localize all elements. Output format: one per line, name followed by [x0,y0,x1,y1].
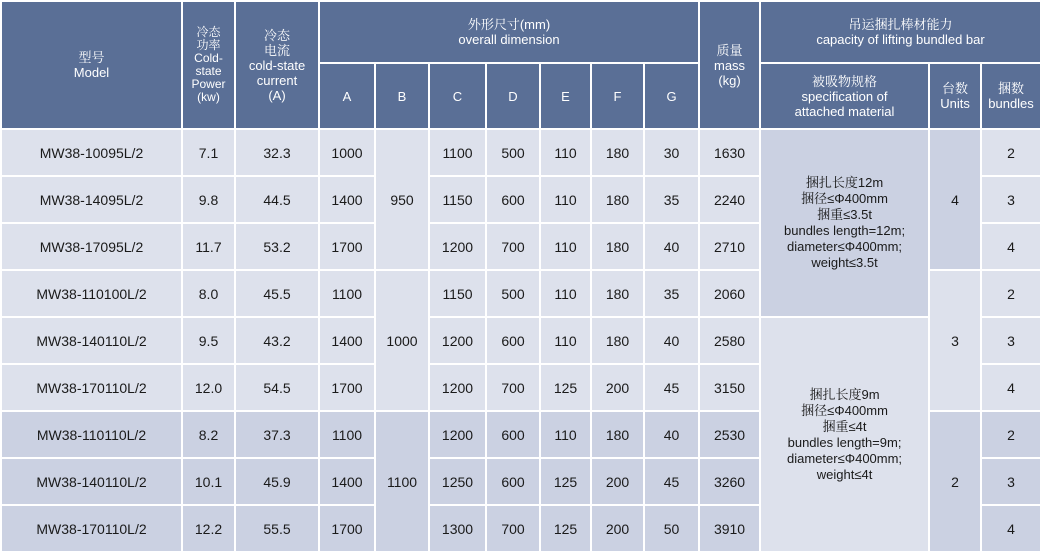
cell-model: MW38-110110L/2 [1,411,182,458]
header-cold-power-line: state [195,64,222,78]
cell-dim-a: 1400 [319,176,375,223]
cell-dim-f: 180 [591,317,644,364]
header-cold-current-line: 冷态 [263,27,290,43]
header-cold-current-line: cold-state [248,57,306,73]
header-bundles-line: bundles [988,96,1034,111]
cell-bundles: 2 [981,270,1040,317]
cell-dim-d: 500 [486,270,540,317]
cell-dim-g: 40 [644,223,699,270]
header-overall-dimension [319,1,699,63]
spec-line: 捆扎长度12m [805,175,884,190]
header-cold-power-line: Cold- [194,51,223,65]
cell-dim-d: 600 [486,411,540,458]
header-bundles [981,63,1040,129]
spec-line: diameter≤Φ400mm; [787,239,903,254]
cell-dim-c: 1100 [429,129,486,176]
cell-dim-a: 1700 [319,364,375,411]
header-cold-current [235,1,319,129]
header-model-en: Model [73,65,110,80]
cell-bundles: 4 [981,223,1040,270]
cell-power: 7.1 [182,129,235,176]
cell-bundles: 4 [981,364,1040,411]
cell-current: 55.5 [235,505,319,552]
cell-dim-a: 1100 [319,270,375,317]
spec-line: weight≤3.5t [811,255,878,270]
cell-dim-d: 700 [486,223,540,270]
cell-dim-c: 1200 [429,364,486,411]
cell-current: 44.5 [235,176,319,223]
spec-line: 捆径≤Φ400mm [801,191,888,206]
cell-mass: 2060 [699,270,760,317]
cell-power: 11.7 [182,223,235,270]
header-capacity-en: capacity of lifting bundled bar [816,32,985,47]
cell-dim-e: 125 [540,364,591,411]
header-mass [699,1,760,129]
cell-dim-a: 1700 [319,505,375,552]
cell-dim-g: 40 [644,411,699,458]
cell-mass: 2710 [699,223,760,270]
cell-units: 4 [929,129,981,270]
header-spec [760,63,929,129]
cell-dim-b: 1000 [375,270,429,411]
cell-current: 43.2 [235,317,319,364]
cell-dim-b: 950 [375,129,429,270]
cell-spec-group-2 [760,317,929,552]
cell-model: MW38-10095L/2 [1,129,182,176]
cell-spec-group-1 [760,129,929,317]
cell-dim-a: 1400 [319,317,375,364]
spec-line: bundles length=12m; [784,223,906,238]
cell-power: 12.0 [182,364,235,411]
spec-line: weight≤4t [816,466,873,482]
cell-dim-c: 1250 [429,458,486,505]
header-model [1,1,182,129]
cell-dim-c: 1150 [429,176,486,223]
cell-dim-g: 45 [644,364,699,411]
cell-current: 54.5 [235,364,319,411]
cell-power: 12.2 [182,505,235,552]
header-spec-line: specification of [801,88,888,104]
cell-bundles: 2 [981,411,1040,458]
header-dim-d: D [486,63,540,129]
cell-dim-c: 1200 [429,223,486,270]
header-dimension-zh: 外形尺寸(mm) [467,17,551,32]
cell-mass: 3260 [699,458,760,505]
cell-power: 10.1 [182,458,235,505]
header-dim-f: F [591,63,644,129]
cell-dim-b: 1100 [375,411,429,552]
header-spec-line: attached material [794,103,895,119]
cell-mass: 1630 [699,129,760,176]
header-dim-c: C [429,63,486,129]
cell-model: MW38-110100L/2 [1,270,182,317]
header-units [929,63,981,129]
cell-dim-e: 110 [540,317,591,364]
cell-dim-d: 700 [486,364,540,411]
cell-current: 37.3 [235,411,319,458]
spec-line: bundles length=9m; [787,434,902,450]
header-units-line: 台数 [942,81,969,96]
cell-mass: 3150 [699,364,760,411]
cell-model: MW38-14095L/2 [1,176,182,223]
header-mass-line: mass [714,57,746,73]
cell-power: 9.5 [182,317,235,364]
cell-dim-f: 180 [591,223,644,270]
header-cold-power [182,1,235,129]
spec-line: 捆扎长度9m [809,386,880,402]
cell-dim-e: 110 [540,411,591,458]
spec-line: diameter≤Φ400mm; [787,450,903,466]
cell-dim-g: 30 [644,129,699,176]
spec-line: 捆径≤Φ400mm [801,402,888,418]
cell-dim-e: 110 [540,270,591,317]
cell-dim-e: 110 [540,129,591,176]
header-dim-e: E [540,63,591,129]
header-dimension-en: overall dimension [458,32,560,47]
header-bundles-line: 捆数 [998,81,1025,96]
cell-current: 45.5 [235,270,319,317]
header-dim-b: B [375,63,429,129]
cell-current: 45.9 [235,458,319,505]
cell-dim-g: 40 [644,317,699,364]
header-capacity [760,1,1040,63]
header-mass-line: (kg) [718,72,741,88]
cell-dim-f: 180 [591,129,644,176]
header-spec-line: 被吸物规格 [812,73,878,89]
header-dim-a: A [319,63,375,129]
cell-dim-g: 50 [644,505,699,552]
cell-dim-c: 1150 [429,270,486,317]
cell-power: 8.0 [182,270,235,317]
cell-dim-f: 200 [591,458,644,505]
header-cold-current-line: 电流 [263,42,290,58]
cell-dim-g: 45 [644,458,699,505]
cell-dim-e: 110 [540,176,591,223]
cell-dim-d: 600 [486,176,540,223]
cell-dim-c: 1200 [429,411,486,458]
cell-model: MW38-140110L/2 [1,458,182,505]
cell-dim-f: 200 [591,505,644,552]
cell-dim-d: 700 [486,505,540,552]
cell-dim-e: 125 [540,505,591,552]
header-capacity-zh: 吊运捆扎棒材能力 [848,17,953,32]
cell-units: 3 [929,270,981,411]
spec-line: 捆重≤4t [822,418,867,434]
header-mass-line: 质量 [716,42,743,58]
table-row [1,317,1040,364]
cell-model: MW38-170110L/2 [1,364,182,411]
cell-bundles: 3 [981,458,1040,505]
cell-mass: 2530 [699,411,760,458]
cell-bundles: 3 [981,317,1040,364]
header-cold-power-line: 冷态 [196,25,221,39]
table-row [1,129,1040,176]
cell-dim-f: 200 [591,364,644,411]
cell-dim-d: 500 [486,129,540,176]
spec-line: 捆重≤3.5t [817,207,872,222]
header-dim-g: G [644,63,699,129]
header-cold-power-line: (kw) [197,90,220,104]
cell-mass: 3910 [699,505,760,552]
cell-dim-c: 1200 [429,317,486,364]
cell-model: MW38-17095L/2 [1,223,182,270]
cell-dim-d: 600 [486,458,540,505]
cell-model: MW38-170110L/2 [1,505,182,552]
cell-dim-g: 35 [644,270,699,317]
cell-dim-a: 1100 [319,411,375,458]
cell-dim-a: 1400 [319,458,375,505]
cell-bundles: 4 [981,505,1040,552]
header-units-line: Units [940,96,970,111]
cell-dim-e: 125 [540,458,591,505]
cell-dim-c: 1300 [429,505,486,552]
cell-bundles: 2 [981,129,1040,176]
cell-power: 9.8 [182,176,235,223]
header-cold-power-line: Power [191,77,226,91]
header-model-zh: 型号 [78,50,105,65]
cell-dim-d: 600 [486,317,540,364]
cell-bundles: 3 [981,176,1040,223]
cell-dim-g: 35 [644,176,699,223]
header-cold-current-line: current [256,72,298,88]
cell-dim-f: 180 [591,411,644,458]
cell-mass: 2240 [699,176,760,223]
cell-dim-f: 180 [591,270,644,317]
header-cold-power-line: 功率 [196,38,221,52]
cell-units: 2 [929,411,981,552]
header-cold-current-line: (A) [268,87,286,103]
cell-current: 32.3 [235,129,319,176]
cell-dim-a: 1000 [319,129,375,176]
cell-power: 8.2 [182,411,235,458]
cell-dim-f: 180 [591,176,644,223]
cell-mass: 2580 [699,317,760,364]
cell-dim-a: 1700 [319,223,375,270]
cell-current: 53.2 [235,223,319,270]
cell-model: MW38-140110L/2 [1,317,182,364]
cell-dim-e: 110 [540,223,591,270]
